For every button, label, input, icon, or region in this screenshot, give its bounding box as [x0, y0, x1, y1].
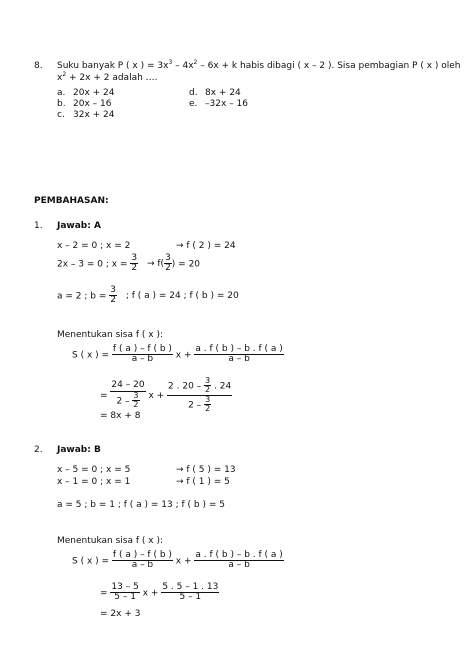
question-line-1: [57, 59, 461, 71]
numerator: a . f ( b ) – b . f ( a ): [195, 550, 283, 560]
formula-text: x +: [175, 350, 192, 361]
denominator: [110, 392, 145, 410]
option-label: a.: [57, 88, 66, 98]
equation-row: [176, 242, 236, 251]
question-number: 8.: [34, 61, 43, 71]
numerator-text: . 24: [214, 381, 232, 392]
exponent: 2: [193, 59, 198, 66]
equation-text: → f(: [146, 259, 165, 270]
denominator-text: 2 –: [116, 396, 130, 406]
denominator: 2: [165, 263, 171, 274]
numerator: 3: [131, 253, 138, 263]
equation-text: x – 2 = 0 ; x = 2: [57, 241, 131, 251]
denominator: 2: [110, 295, 116, 306]
option-text: 20x + 24: [73, 88, 115, 98]
option-label: b.: [57, 99, 66, 109]
fraction: [130, 254, 138, 274]
formula-label: S ( x ) =: [72, 556, 110, 567]
option-d: [189, 89, 241, 98]
numerator: 24 – 20: [111, 380, 145, 391]
denominator: 2: [205, 385, 211, 395]
denominator: a – b: [228, 560, 250, 571]
intro-text: Menentukan sisa f ( x ):: [57, 536, 164, 546]
question-text-a: Suku banyak P ( x ) = 3x: [57, 61, 169, 71]
option-text: –32x – 16: [205, 99, 248, 109]
answer-label: Jawab: A: [57, 221, 101, 231]
equation-row: a = 5 ; b = 1 ; f ( a ) = 13 ; f ( b ) = 5: [57, 500, 225, 510]
numerator: 3: [133, 390, 139, 400]
fraction: [204, 377, 211, 395]
denominator: a – b: [131, 560, 154, 571]
option-text: 8x + 24: [205, 88, 241, 98]
denominator: 2: [133, 400, 139, 409]
denominator: a – b: [131, 354, 154, 365]
option-e: [189, 100, 248, 109]
denominator: [167, 396, 232, 414]
equation-row: [57, 242, 130, 251]
denominator: 2: [205, 404, 211, 414]
question-line-2: [57, 71, 158, 83]
numerator: f ( a ) – f ( b ): [112, 550, 172, 560]
denominator: a – b: [228, 354, 250, 365]
fraction: [109, 286, 117, 306]
substitution-formula: [100, 583, 219, 603]
remainder-formula: [72, 345, 284, 365]
equation-text: → f ( 2 ) = 24: [176, 241, 236, 251]
option-text: 32x + 24: [73, 110, 115, 120]
question-text-e: + 2x + 2 adalah ….: [66, 73, 158, 83]
intro-text: Menentukan sisa f ( x ):: [57, 330, 164, 340]
option-b: [57, 100, 111, 109]
equals-sign: =: [100, 390, 108, 401]
numerator: 3: [110, 285, 116, 295]
fraction: [110, 583, 139, 603]
fraction: [167, 377, 232, 414]
numerator: 3: [205, 394, 211, 404]
formula-text: x +: [142, 588, 159, 599]
fraction: [132, 392, 139, 410]
equation-text: a = 2 ; b =: [57, 291, 107, 302]
formula-label: S ( x ) =: [72, 350, 110, 361]
formula-text: x +: [148, 390, 165, 401]
denominator-text: 2 –: [188, 400, 202, 411]
equation-text: ; f ( a ) = 24 ; f ( b ) = 20: [125, 291, 239, 302]
numerator: [167, 377, 232, 396]
equation-text: ) = 20: [171, 259, 201, 270]
answer-label: Jawab: B: [57, 445, 101, 455]
numerator-text: 2 . 20 –: [168, 381, 202, 392]
fraction: [194, 551, 283, 571]
equation-row: [57, 286, 239, 306]
numerator: 3: [205, 376, 211, 385]
denominator: 2: [131, 263, 138, 274]
exponent: 3: [168, 59, 173, 66]
substitution-formula: [100, 377, 232, 414]
option-label: d.: [189, 88, 198, 98]
section-heading: PEMBAHASAN:: [34, 196, 109, 206]
option-label: c.: [57, 110, 65, 120]
equation-row: → f ( 1 ) = 5: [176, 477, 230, 487]
numerator: 5 . 5 – 1 . 13: [162, 582, 219, 592]
option-text: 20x – 16: [73, 99, 112, 109]
option-c: [57, 111, 115, 120]
question-text-b: – 4x: [172, 61, 194, 71]
denominator: 5 – 1: [179, 592, 202, 603]
solution-number: 1.: [34, 221, 43, 231]
formula-text: x +: [175, 556, 192, 567]
equation-row: → f ( 5 ) = 13: [176, 465, 236, 475]
option-a: [57, 89, 115, 98]
option-label: e.: [189, 99, 198, 109]
equation-text: 2x – 3 = 0 ; x =: [57, 259, 128, 270]
numerator: 3: [165, 253, 171, 263]
remainder-formula: [72, 551, 284, 571]
fraction: [161, 583, 219, 603]
question-text-c: – 6x + k habis dibagi ( x – 2 ). Sisa pembagian P ( x ) oleh: [197, 61, 461, 71]
equation-row: [57, 254, 200, 274]
result: = 8x + 8: [100, 411, 141, 421]
result: = 2x + 3: [100, 609, 141, 619]
equation-row: x – 1 = 0 ; x = 1: [57, 477, 131, 487]
fraction: [204, 396, 211, 414]
numerator: 13 – 5: [111, 582, 139, 592]
numerator: a . f ( b ) – b . f ( a ): [195, 344, 283, 354]
fraction: [194, 345, 283, 365]
denominator: 5 – 1: [114, 592, 136, 603]
exponent: 2: [62, 71, 67, 78]
equals-sign: =: [100, 588, 108, 599]
fraction: [112, 551, 173, 571]
question-text-d: x: [57, 73, 63, 83]
solution-number: 2.: [34, 445, 43, 455]
fraction: [110, 381, 145, 409]
equation-row: x – 5 = 0 ; x = 5: [57, 465, 131, 475]
numerator: f ( a ) – f ( b ): [112, 344, 172, 354]
fraction: [164, 254, 172, 274]
fraction: [112, 345, 173, 365]
